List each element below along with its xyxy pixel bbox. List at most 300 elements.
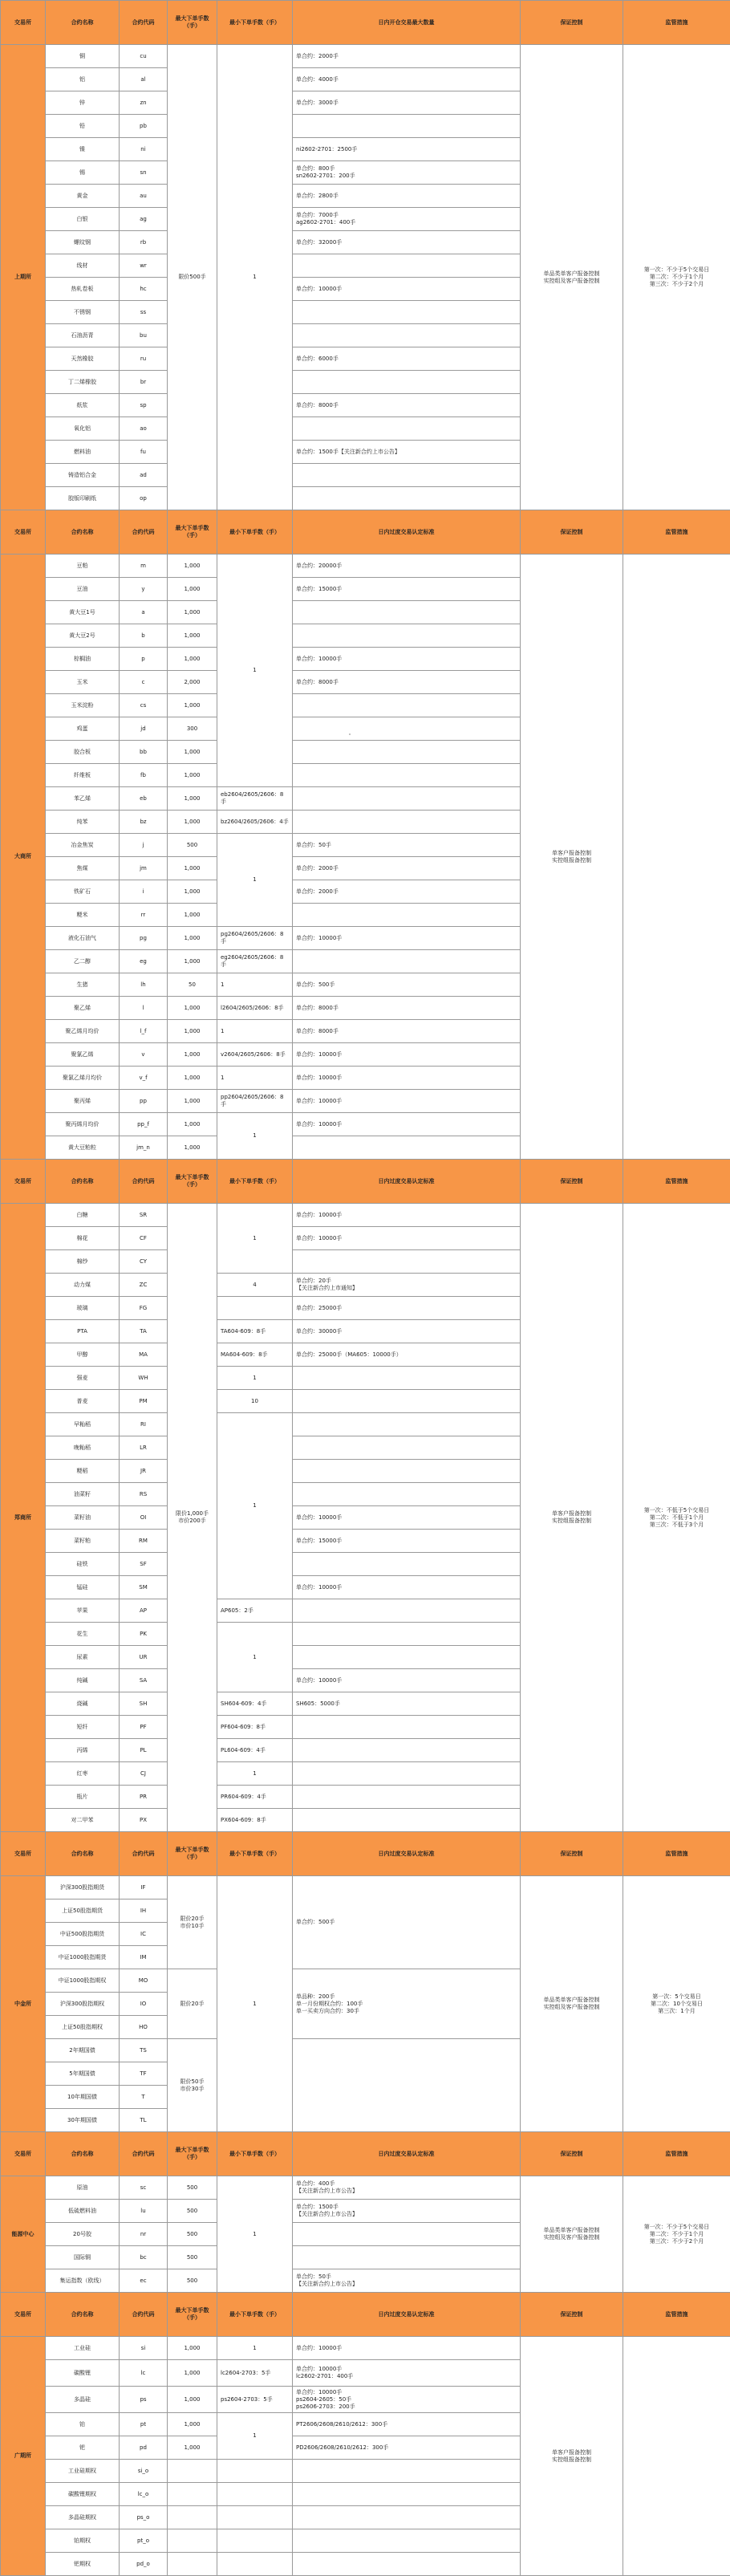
contract-name: 玉米 bbox=[46, 671, 120, 694]
contract-name: 上证50股指期权 bbox=[46, 2016, 120, 2039]
contract-name: 黄大豆粕粒 bbox=[46, 1136, 120, 1160]
contract-code: eb bbox=[120, 787, 168, 811]
position-limit: ni2602-2701：2500手 bbox=[293, 138, 521, 161]
position-limit: 单合约：20手 【关注新合约上市通知】 bbox=[293, 1274, 521, 1297]
contract-code: si_o bbox=[120, 2460, 168, 2483]
contract-name: 钯 bbox=[46, 2436, 120, 2460]
max-order: 1,000 bbox=[168, 2436, 217, 2460]
max-order: 300 bbox=[168, 717, 217, 741]
max-order-note: 限价50手 市价30手 bbox=[168, 2039, 217, 2132]
position-limit bbox=[293, 1436, 521, 1460]
header-name: 合约名称 bbox=[46, 2132, 120, 2176]
header-control: 保证控制 bbox=[521, 1, 623, 45]
position-limit bbox=[293, 1390, 521, 1413]
min-order: v2604/2605/2606：8手 bbox=[217, 1043, 293, 1067]
contract-code: cs bbox=[120, 694, 168, 717]
position-limit: 单合约：50手 bbox=[293, 834, 521, 857]
header-control: 保证控制 bbox=[521, 2293, 623, 2337]
max-order: 1,000 bbox=[168, 555, 217, 578]
max-order: 500 bbox=[168, 834, 217, 857]
table-row bbox=[1, 555, 730, 578]
max-order: 1,000 bbox=[168, 1113, 217, 1136]
position-limit bbox=[293, 694, 521, 717]
contract-name: 铸造铝合金 bbox=[46, 464, 120, 487]
min-order: SH604-609：4手 bbox=[217, 1692, 293, 1716]
position-limit bbox=[293, 764, 521, 787]
min-order: 1 bbox=[217, 1367, 293, 1390]
header-penalty: 监管措施 bbox=[623, 1160, 730, 1204]
max-order: 1,000 bbox=[168, 904, 217, 927]
contract-code: LR bbox=[120, 1436, 168, 1460]
min-order: 1 bbox=[217, 1020, 293, 1043]
header-row bbox=[1, 2293, 730, 2337]
min-order: 10 bbox=[217, 1390, 293, 1413]
table-row bbox=[1, 2337, 730, 2360]
header-min-qty: 最小下单手数（手） bbox=[217, 2293, 293, 2337]
max-order: 1,000 bbox=[168, 1136, 217, 1160]
max-order: 1,000 bbox=[168, 997, 217, 1020]
position-limit bbox=[293, 904, 521, 927]
header-code: 合约代码 bbox=[120, 510, 168, 555]
contract-name: 胶版印刷纸 bbox=[46, 487, 120, 510]
contract-code: pd_o bbox=[120, 2553, 168, 2576]
contract-name: 中证500股指期货 bbox=[46, 1923, 120, 1946]
header-max-qty: 最大下单手数（手） bbox=[168, 2293, 217, 2337]
contract-name: 玉米淀粉 bbox=[46, 694, 120, 717]
contract-name: 工业硅期权 bbox=[46, 2460, 120, 2483]
contract-name: 铂期权 bbox=[46, 2529, 120, 2553]
max-order: 1,000 bbox=[168, 624, 217, 648]
header-max-qty: 最大下单手数（手） bbox=[168, 510, 217, 555]
contract-code: p bbox=[120, 648, 168, 671]
contract-name: 聚丙烯 bbox=[46, 1090, 120, 1113]
position-limit: 单合约：20000手 bbox=[293, 555, 521, 578]
contract-name: 玻璃 bbox=[46, 1297, 120, 1320]
max-order bbox=[168, 2506, 217, 2529]
header-penalty: 监管措施 bbox=[623, 2132, 730, 2176]
contract-code: ZC bbox=[120, 1274, 168, 1297]
contract-code: OI bbox=[120, 1506, 168, 1530]
contract-code: a bbox=[120, 601, 168, 624]
contract-name: 早籼稻 bbox=[46, 1413, 120, 1436]
position-limit: 单合约：500手 bbox=[293, 973, 521, 997]
contract-name: 棕榈油 bbox=[46, 648, 120, 671]
header-code: 合约代码 bbox=[120, 1160, 168, 1204]
position-limit: 单合约：10000手 bbox=[293, 1090, 521, 1113]
max-order: 1,000 bbox=[168, 857, 217, 880]
header-code: 合约代码 bbox=[120, 2132, 168, 2176]
penalty-note: 第一次：不少于5个交易日 第二次：不少于1个月 第三次：不少于2个月 bbox=[623, 45, 730, 510]
control-note: 单客户报备控制 实控组报备控制 bbox=[521, 1204, 623, 1832]
min-order-note: 1 bbox=[217, 2176, 293, 2293]
position-limit bbox=[293, 950, 521, 973]
position-limit: 单合约：3000手 bbox=[293, 91, 521, 115]
position-limit: 单合约：500手 bbox=[293, 1876, 521, 1969]
min-order: TA604-609：8手 bbox=[217, 1320, 293, 1343]
max-order: 500 bbox=[168, 2200, 217, 2223]
position-limit: 单合约：10000手 bbox=[293, 927, 521, 950]
header-limit-a: 日内开仓交易最大数量 bbox=[293, 1, 521, 45]
position-limit bbox=[293, 601, 521, 624]
contract-code: sc bbox=[120, 2176, 168, 2200]
contract-name: 粳稻 bbox=[46, 1460, 120, 1483]
position-limit: 单合约：15000手 bbox=[293, 578, 521, 601]
max-order: 2,000 bbox=[168, 671, 217, 694]
contract-code: TL bbox=[120, 2109, 168, 2132]
max-order-note: 限价20手 bbox=[168, 1969, 217, 2039]
contract-name: 燃料油 bbox=[46, 441, 120, 464]
contract-name: 短纤 bbox=[46, 1716, 120, 1739]
min-order: lc2604-2703：5手 bbox=[217, 2360, 293, 2387]
contract-name: 铁矿石 bbox=[46, 880, 120, 904]
contract-name: 晚籼稻 bbox=[46, 1436, 120, 1460]
min-order: eg2604/2605/2606：8手 bbox=[217, 950, 293, 973]
exchange-label: 中金所 bbox=[1, 1876, 46, 2132]
contract-code: b bbox=[120, 624, 168, 648]
contract-name: 乙二醇 bbox=[46, 950, 120, 973]
min-order-note: 1 bbox=[217, 1204, 293, 1274]
contract-code: v bbox=[120, 1043, 168, 1067]
contract-code: au bbox=[120, 185, 168, 208]
position-limit bbox=[293, 2553, 521, 2576]
contract-name: 棉花 bbox=[46, 1227, 120, 1250]
contract-code: si bbox=[120, 2337, 168, 2360]
contract-code: bu bbox=[120, 324, 168, 347]
position-limit: 单合约：10000手 lc2602-2701：400手 bbox=[293, 2360, 521, 2387]
header-min-qty: 最小下单手数（手） bbox=[217, 510, 293, 555]
exchange-label: 大商所 bbox=[1, 555, 46, 1160]
min-order: PL604-609：4手 bbox=[217, 1739, 293, 1762]
contract-code: PL bbox=[120, 1739, 168, 1762]
min-order-note: 1 bbox=[217, 1413, 293, 1599]
contract-code: l bbox=[120, 997, 168, 1020]
position-limit bbox=[293, 2506, 521, 2529]
contract-code: pd bbox=[120, 2436, 168, 2460]
min-order-note: 1 bbox=[217, 1623, 293, 1692]
header-name: 合约名称 bbox=[46, 2293, 120, 2337]
position-limit bbox=[293, 254, 521, 278]
min-order-note: 1 bbox=[217, 2413, 293, 2460]
contract-name: 线材 bbox=[46, 254, 120, 278]
header-penalty: 监管措施 bbox=[623, 1, 730, 45]
contract-code: sp bbox=[120, 394, 168, 417]
contract-code: PR bbox=[120, 1786, 168, 1809]
position-limit bbox=[293, 1553, 521, 1576]
max-order: 500 bbox=[168, 2269, 217, 2293]
contract-name: 30年期国债 bbox=[46, 2109, 120, 2132]
position-limit: 单合约：6000手 bbox=[293, 347, 521, 371]
max-order: 50 bbox=[168, 973, 217, 997]
position-limit bbox=[293, 624, 521, 648]
contract-name: 纸浆 bbox=[46, 394, 120, 417]
contract-name: 胶合板 bbox=[46, 741, 120, 764]
position-limit: SH605：5000手 bbox=[293, 1692, 521, 1716]
contract-code: zn bbox=[120, 91, 168, 115]
header-limit-b: 日内过度交易认定标准 bbox=[293, 1160, 521, 1204]
max-order: 1,000 bbox=[168, 764, 217, 787]
contract-name: 铂 bbox=[46, 2413, 120, 2436]
position-limit: 单合约：8000手 bbox=[293, 1020, 521, 1043]
max-order: 1,000 bbox=[168, 927, 217, 950]
position-limit: 单合约：8000手 bbox=[293, 671, 521, 694]
contract-name: 豆油 bbox=[46, 578, 120, 601]
contract-code: RM bbox=[120, 1530, 168, 1553]
exchange-label: 郑商所 bbox=[1, 1204, 46, 1832]
position-limit bbox=[293, 324, 521, 347]
contract-name: 氧化铝 bbox=[46, 417, 120, 441]
max-order: 1,000 bbox=[168, 2387, 217, 2413]
exchange-label: 上期所 bbox=[1, 45, 46, 510]
contract-code: SH bbox=[120, 1692, 168, 1716]
contract-code: SM bbox=[120, 1576, 168, 1599]
contract-code: ag bbox=[120, 208, 168, 231]
header-exchange: 交易所 bbox=[1, 2293, 46, 2337]
contract-name: 苯乙烯 bbox=[46, 787, 120, 811]
contract-code: TA bbox=[120, 1320, 168, 1343]
max-order bbox=[168, 2460, 217, 2483]
penalty-note: 第一次：不少于5个交易日 第二次：不少于1个月 第三次：不少于2个月 bbox=[623, 2176, 730, 2293]
contract-code: br bbox=[120, 371, 168, 394]
position-limit bbox=[293, 1250, 521, 1274]
contract-code: rb bbox=[120, 231, 168, 254]
contract-name: 上证50股指期货 bbox=[46, 1899, 120, 1923]
position-limit bbox=[293, 1136, 521, 1160]
contract-code: UR bbox=[120, 1646, 168, 1669]
contract-name: 铜 bbox=[46, 45, 120, 68]
max-order-note: 限价20手 市价10手 bbox=[168, 1876, 217, 1969]
contract-code: IH bbox=[120, 1899, 168, 1923]
exchange-label: 能源中心 bbox=[1, 2176, 46, 2293]
position-limit: 单合约：25000手 bbox=[293, 1297, 521, 1320]
contract-name: 丁二烯橡胶 bbox=[46, 371, 120, 394]
contract-name: 工业硅 bbox=[46, 2337, 120, 2360]
position-limit bbox=[293, 1809, 521, 1832]
header-control: 保证控制 bbox=[521, 1832, 623, 1876]
contract-name: 中证1000股指期货 bbox=[46, 1946, 120, 1969]
contract-code: SF bbox=[120, 1553, 168, 1576]
contract-code: RS bbox=[120, 1483, 168, 1506]
contract-name: 尿素 bbox=[46, 1646, 120, 1669]
header-name: 合约名称 bbox=[46, 510, 120, 555]
contract-code: wr bbox=[120, 254, 168, 278]
contract-code: lh bbox=[120, 973, 168, 997]
contract-name: 钯期权 bbox=[46, 2553, 120, 2576]
contract-code: TS bbox=[120, 2039, 168, 2062]
contract-name: 铅 bbox=[46, 115, 120, 138]
max-order-note: 限价500手 bbox=[168, 45, 217, 510]
header-code: 合约代码 bbox=[120, 1832, 168, 1876]
contract-code: WH bbox=[120, 1367, 168, 1390]
position-limit: PT2606/2608/2610/2612：300手 bbox=[293, 2413, 521, 2436]
min-order: PX604-609：8手 bbox=[217, 1809, 293, 1832]
contract-code: PX bbox=[120, 1809, 168, 1832]
position-limit bbox=[293, 1460, 521, 1483]
position-limit: 单合约：2000手 bbox=[293, 45, 521, 68]
position-limit: 单合约：8000手 bbox=[293, 997, 521, 1020]
contract-name: 不锈钢 bbox=[46, 301, 120, 324]
contract-code: bb bbox=[120, 741, 168, 764]
min-order-note: 1 bbox=[217, 555, 293, 787]
max-order: 1,000 bbox=[168, 578, 217, 601]
contract-name: 丙烯 bbox=[46, 1739, 120, 1762]
contract-name: 油菜籽 bbox=[46, 1483, 120, 1506]
position-limit bbox=[293, 1646, 521, 1669]
position-limit bbox=[293, 1716, 521, 1739]
max-order: 1,000 bbox=[168, 1067, 217, 1090]
position-limit bbox=[293, 417, 521, 441]
header-limit-b: 日内过度交易认定标准 bbox=[293, 2293, 521, 2337]
contract-name: 粳米 bbox=[46, 904, 120, 927]
position-limit: 单合约：10000手 bbox=[293, 648, 521, 671]
contract-code: c bbox=[120, 671, 168, 694]
position-limit bbox=[293, 787, 521, 811]
contract-name: 沪深300股指期货 bbox=[46, 1876, 120, 1899]
max-order: 1,000 bbox=[168, 811, 217, 834]
contract-code: bc bbox=[120, 2246, 168, 2269]
position-limit: 单合约：8000手 bbox=[293, 394, 521, 417]
min-order: 1 bbox=[217, 1067, 293, 1090]
header-control: 保证控制 bbox=[521, 1160, 623, 1204]
header-exchange: 交易所 bbox=[1, 2132, 46, 2176]
contract-name: 原油 bbox=[46, 2176, 120, 2200]
min-order: PR604-609：4手 bbox=[217, 1786, 293, 1809]
position-limit bbox=[293, 741, 521, 764]
position-limit bbox=[293, 487, 521, 510]
contract-name: 花生 bbox=[46, 1623, 120, 1646]
contract-code: CF bbox=[120, 1227, 168, 1250]
position-limit: 单合约：10000手 bbox=[293, 1113, 521, 1136]
contract-code: cu bbox=[120, 45, 168, 68]
header-exchange: 交易所 bbox=[1, 510, 46, 555]
min-order: bz2604/2605/2606：4手 bbox=[217, 811, 293, 834]
contract-code: fu bbox=[120, 441, 168, 464]
contract-name: 天然橡胶 bbox=[46, 347, 120, 371]
min-order bbox=[217, 2483, 293, 2506]
min-order: AP605：2手 bbox=[217, 1599, 293, 1623]
position-limit: 单合约：400手 【关注新合约上市公告】 bbox=[293, 2176, 521, 2200]
position-limit bbox=[293, 1786, 521, 1809]
min-order-note: 1 bbox=[217, 45, 293, 510]
max-order: 500 bbox=[168, 2176, 217, 2200]
max-order: 1,000 bbox=[168, 2337, 217, 2360]
header-code: 合约代码 bbox=[120, 2293, 168, 2337]
max-order: 1,000 bbox=[168, 601, 217, 624]
contract-code: TF bbox=[120, 2062, 168, 2086]
max-order: 1,000 bbox=[168, 2413, 217, 2436]
contract-code: lu bbox=[120, 2200, 168, 2223]
min-order-note: 1 bbox=[217, 834, 293, 927]
contract-name: 热轧卷板 bbox=[46, 278, 120, 301]
contract-name: 豆粕 bbox=[46, 555, 120, 578]
table-row bbox=[1, 2176, 730, 2200]
position-limit: 单合约：10000手 bbox=[293, 1669, 521, 1692]
contract-code: lc bbox=[120, 2360, 168, 2387]
position-limit: 单合约：1500手 【关注新合约上市公告】 bbox=[293, 2200, 521, 2223]
min-order bbox=[217, 2460, 293, 2483]
min-order-note: 1 bbox=[217, 1113, 293, 1160]
contract-name: 黄大豆2号 bbox=[46, 624, 120, 648]
penalty-note bbox=[623, 555, 730, 1160]
contract-name: PTA bbox=[46, 1320, 120, 1343]
contract-code: MO bbox=[120, 1969, 168, 1993]
position-limit bbox=[293, 1599, 521, 1623]
contract-name: 锡 bbox=[46, 161, 120, 185]
position-limit: 单合约：25000手（MA605：10000手） bbox=[293, 1343, 521, 1367]
min-order bbox=[217, 1297, 293, 1320]
header-limit-b: 日内过度交易认定标准 bbox=[293, 1832, 521, 1876]
min-order: l2604/2605/2606：8手 bbox=[217, 997, 293, 1020]
position-limit: 单合约：10000手 bbox=[293, 1204, 521, 1227]
control-note: 单客户报备控制 实控组报备控制 bbox=[521, 555, 623, 1160]
contract-code: CY bbox=[120, 1250, 168, 1274]
position-limit: 单合约：10000手 bbox=[293, 2337, 521, 2360]
position-limit bbox=[293, 2039, 521, 2132]
position-limit bbox=[293, 1483, 521, 1506]
contract-code: HO bbox=[120, 2016, 168, 2039]
contract-name: 烧碱 bbox=[46, 1692, 120, 1716]
header-row bbox=[1, 1160, 730, 1204]
position-limit: 单合约：10000手 bbox=[293, 1506, 521, 1530]
min-order bbox=[217, 2553, 293, 2576]
contract-name: 苹果 bbox=[46, 1599, 120, 1623]
contract-name: 沪深300股指期权 bbox=[46, 1993, 120, 2016]
contract-code: RI bbox=[120, 1413, 168, 1436]
contract-code: jm_n bbox=[120, 1136, 168, 1160]
max-order: 1,000 bbox=[168, 2360, 217, 2387]
contract-code: nr bbox=[120, 2223, 168, 2246]
contract-code: pt bbox=[120, 2413, 168, 2436]
max-order: 1,000 bbox=[168, 950, 217, 973]
contract-code: pt_o bbox=[120, 2529, 168, 2553]
position-limit: 单合约：32000手 bbox=[293, 231, 521, 254]
contract-code: IC bbox=[120, 1923, 168, 1946]
position-limit: 单合约：30000手 bbox=[293, 1320, 521, 1343]
contract-code: JR bbox=[120, 1460, 168, 1483]
position-limit bbox=[293, 2529, 521, 2553]
contract-code: j bbox=[120, 834, 168, 857]
contract-name: 鸡蛋 bbox=[46, 717, 120, 741]
contract-code: ru bbox=[120, 347, 168, 371]
contract-code: MA bbox=[120, 1343, 168, 1367]
contract-code: SA bbox=[120, 1669, 168, 1692]
position-limit bbox=[293, 811, 521, 834]
header-penalty: 监管措施 bbox=[623, 1832, 730, 1876]
min-order bbox=[217, 2506, 293, 2529]
header-limit-b: 日内过度交易认定标准 bbox=[293, 2132, 521, 2176]
contract-code: sn bbox=[120, 161, 168, 185]
position-limit bbox=[293, 371, 521, 394]
header-min-qty: 最小下单手数（手） bbox=[217, 1, 293, 45]
contract-code: PF bbox=[120, 1716, 168, 1739]
header-penalty: 监管措施 bbox=[623, 2293, 730, 2337]
contract-name: 集运指数（欧线） bbox=[46, 2269, 120, 2293]
position-limit: 单合约：50手 【关注新合约上市公告】 bbox=[293, 2269, 521, 2293]
contract-name: 锌 bbox=[46, 91, 120, 115]
contract-name: 中证1000股指期权 bbox=[46, 1969, 120, 1993]
table-row bbox=[1, 1876, 730, 1899]
contract-name: 多晶硅 bbox=[46, 2387, 120, 2413]
position-limit bbox=[293, 2483, 521, 2506]
position-limit: 单合约：10000手 bbox=[293, 278, 521, 301]
contract-name: 菜籽油 bbox=[46, 1506, 120, 1530]
contract-code: PK bbox=[120, 1623, 168, 1646]
contract-name: 强麦 bbox=[46, 1367, 120, 1390]
contract-name: 甲醇 bbox=[46, 1343, 120, 1367]
header-row bbox=[1, 510, 730, 555]
header-max-qty: 最大下单手数（手） bbox=[168, 1832, 217, 1876]
contract-name: 液化石油气 bbox=[46, 927, 120, 950]
contract-name: 镍 bbox=[46, 138, 120, 161]
